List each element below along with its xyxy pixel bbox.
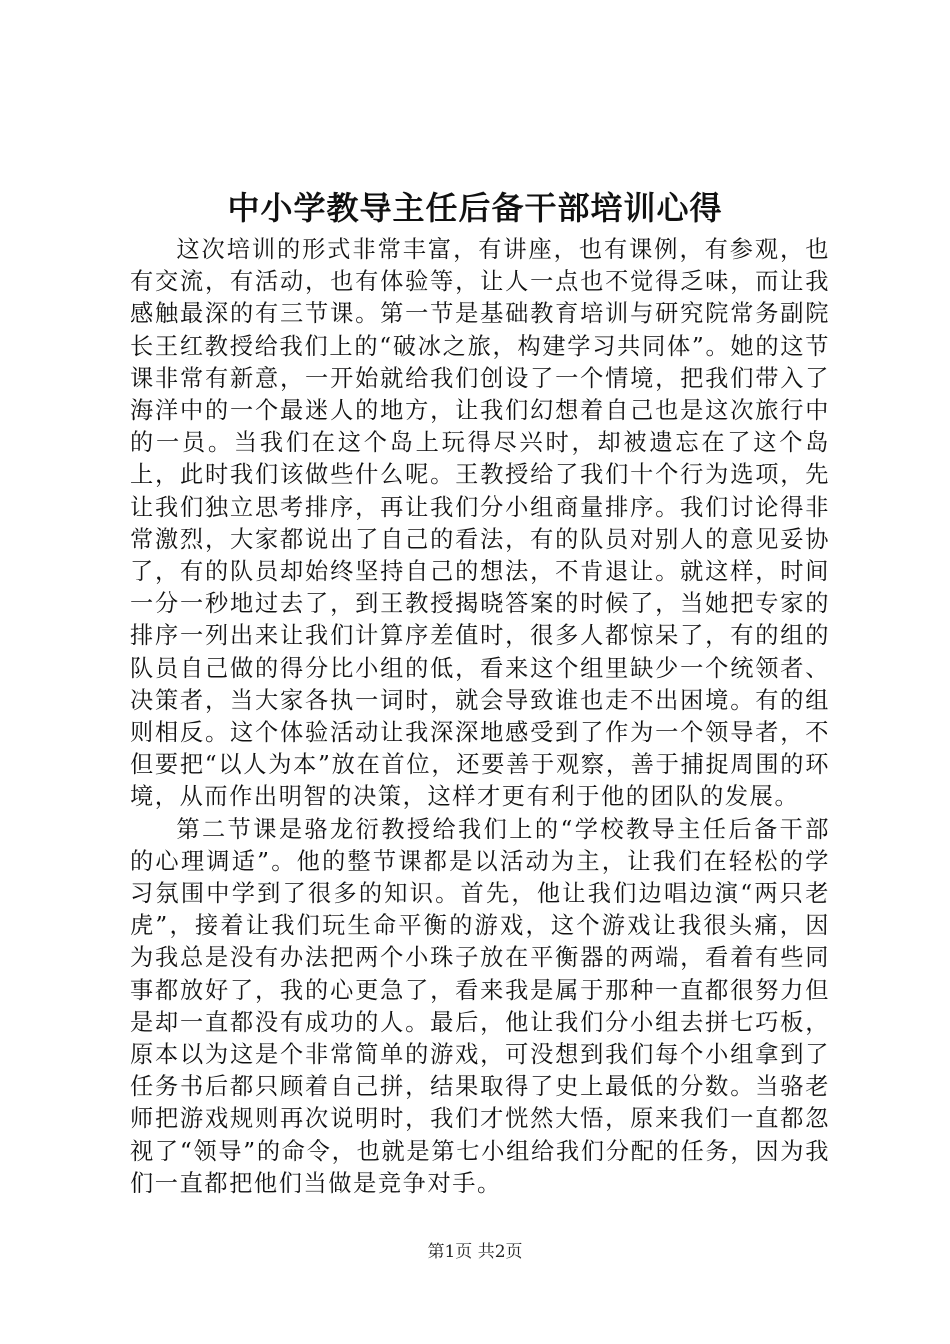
paragraph-1: 这次培训的形式非常丰富，有讲座，也有课例，有参观，也有交流，有活动，也有体验等，让人一点也不觉得乏味，而让我感触最深的有三节课。第一节是基础教育培训与研究院常务副院长王红教授给我们上的“破冰之旅，构建学习共同体”。她的这节课非常有新意，一开始就给我们创设了一个情境，把我们带入了海洋中的一个最迷人的地方，让我们幻想着自己也是这次旅行中的一员。当我们在这个岛上玩得尽兴时，却被遗忘在了这个岛上，此时我们该做些什么呢。王教授给了我们十个行为选项，先让我们独立思考排序，再让我们分小组商量排序。我们讨论得非常激烈，大家都说出了自己的看法，有的队员对别人的意见妥协了，有的队员却始终坚持自己的想法，不肯退让。就这样，时间一分一秒地过去了，到王教授揭晓答案的时候了，当她把专家的排序一列出来让我们计算序差值时，很多人都惊呆了，有的组的队员自己做的得分比小组的低，看来这个组里缺少一个统领者、决策者，当大家各执一词时，就会导致谁也走不出困境。有的组则相反。这个体验活动让我深深地感受到了作为一个领导者，不但要把“以人为本”放在首位，还要善于观察，善于捕捉周围的环境，从而作出明智的决策，这样才更有利于他的团队的发展。 [130, 236, 830, 811]
document-body [130, 234, 830, 1200]
paragraph-2: 第二节课是骆龙衍教授给我们上的“学校教导主任后备干部的心理调适”。他的整节课都是以活动为主，让我们在轻松的学习氛围中学到了很多的知识。首先，他让我们边唱边演“两只老虎”，接着让我们玩生命平衡的游戏，这个游戏让我很头痛，因为我总是没有办法把两个小珠子放在平衡器的两端，看着有些同事都放好了，我的心更急了，看来我是属于那种一直都很努力但是却一直都没有成功的人。最后，他让我们分小组去拼七巧板，原本以为这是个非常简单的游戏，可没想到我们每个小组拿到了任务书后都只顾着自己拼，结果取得了史上最低的分数。当骆老师把游戏规则再次说明时，我们才恍然大悟，原来我们一直都忽视了“领导”的命令，也就是第七小组给我们分配的任务，因为我们一直都把他们当做是竞争对手。 [130, 815, 830, 1197]
page-footer: 第1页 共2页 [427, 1242, 523, 1262]
document-title: 中小学教导主任后备干部培训心得 [227, 189, 723, 227]
